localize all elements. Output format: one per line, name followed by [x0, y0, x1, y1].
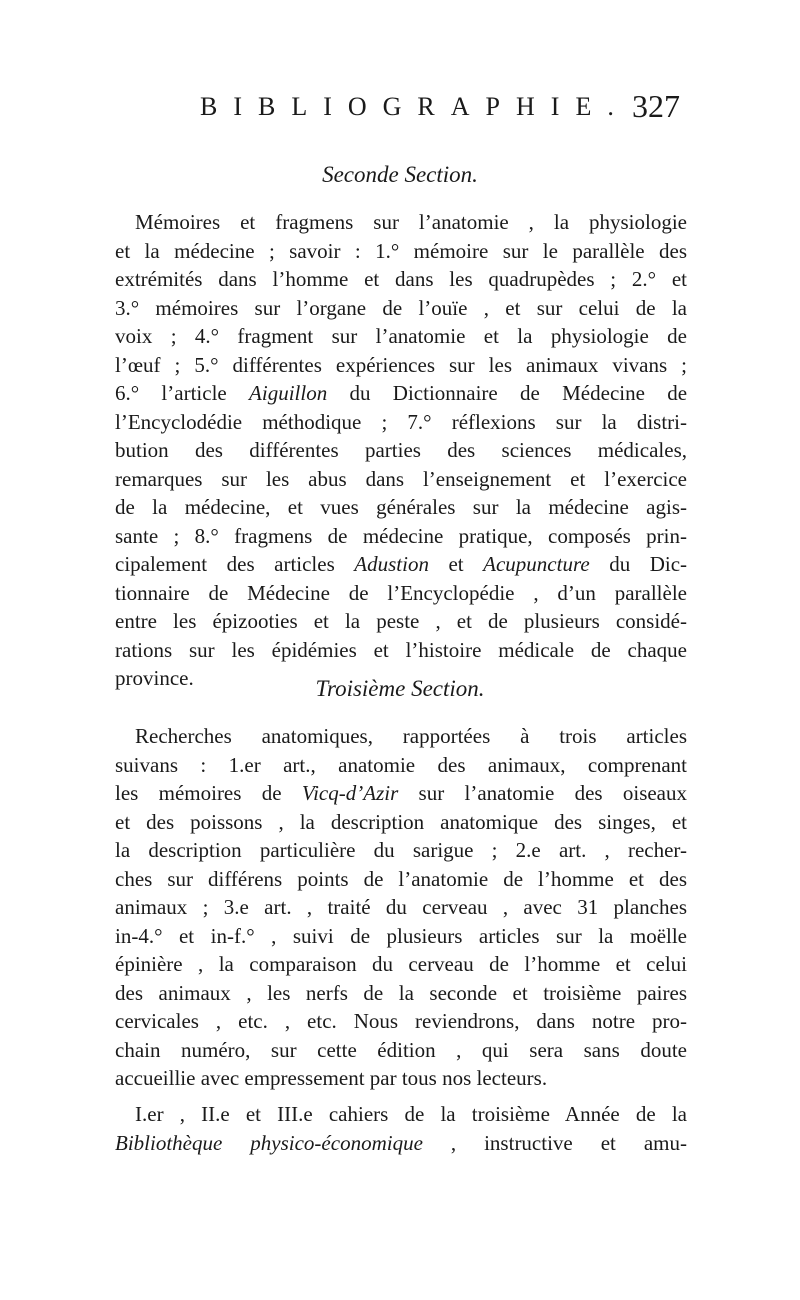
- text-line: ches sur différens points de l’anatomie de l’homme et des: [115, 866, 687, 891]
- text-line: l’Encyclodédie méthodique ; 7.° réflexions sur la distri-: [115, 409, 687, 434]
- text-line: et la médecine ; savoir : 1.° mémoire sur le parallèle des: [115, 238, 687, 263]
- text-segment: sur l’anatomie des oiseaux: [418, 781, 688, 805]
- paragraph-troisieme-section: [115, 722, 687, 1093]
- text-segment: cipalement des articles: [115, 552, 335, 576]
- text-line: accueillie avec empressement par tous nos lecteurs.: [115, 1066, 548, 1090]
- text-line: [115, 550, 687, 579]
- text-line: Recherches anatomiques, rapportées à trois articles: [135, 724, 687, 748]
- text-line: province.: [115, 666, 194, 690]
- text-line: [115, 379, 687, 408]
- italic-term: Vicq-d’Azir: [301, 781, 399, 805]
- text-line: de la médecine, et vues générales sur la médecine agis-: [115, 495, 687, 519]
- running-head: [200, 88, 680, 132]
- text-line: épinière , la comparaison du cerveau de l’homme et celui: [115, 952, 687, 976]
- text-line: [115, 1129, 687, 1158]
- text-line: Mémoires et fragmens sur l’anatomie , la physiologie: [135, 210, 687, 234]
- text-segment: du Dic-: [609, 552, 688, 576]
- text-line: bution des différentes parties des sciences médicales,: [115, 438, 687, 462]
- text-line: 3.° mémoires sur l’organe de l’ouïe , et sur celui de la: [115, 295, 687, 320]
- text-line: I.er , II.e et III.e cahiers de la troisième Année de la: [135, 1102, 687, 1126]
- italic-term: Acupuncture: [483, 552, 590, 576]
- text-line: suivans : 1.er art., anatomie des animaux, comprenant: [115, 752, 687, 777]
- text-line: remarques sur les abus dans l’enseignement et l’exercice: [115, 466, 687, 491]
- text-line: in-4.° et in-f.° , suivi de plusieurs articles sur la moëlle: [115, 923, 687, 948]
- text-segment: du Dictionnaire de Médecine de: [349, 381, 688, 405]
- text-line: la description particulière du sarigue ; 2.e art. , recher-: [115, 838, 687, 862]
- text-line: voix ; 4.° fragment sur l’anatomie et la physiologie de: [115, 324, 687, 348]
- text-line: sante ; 8.° fragmens de médecine pratique, composés prin-: [115, 523, 687, 548]
- text-line: animaux ; 3.e art. , traité du cerveau , avec 31 planches: [115, 895, 687, 919]
- italic-term: Adustion: [354, 552, 429, 576]
- paragraph-cahiers: [115, 1100, 687, 1157]
- text-line: cervicales , etc. , etc. Nous reviendrons, dans notre pro-: [115, 1009, 687, 1033]
- text-segment: 6.° l’article: [115, 381, 227, 405]
- text-line: tionnaire de Médecine de l’Encyclopédie , d’un parallèle: [115, 580, 687, 605]
- text-line: et des poissons , la description anatomique des singes, et: [115, 809, 687, 834]
- text-line: l’œuf ; 5.° différentes expériences sur les animaux vivans ;: [115, 352, 687, 377]
- text-segment: , instructive et amu-: [450, 1130, 687, 1155]
- italic-term: Bibliothèque physico-économique: [115, 1130, 423, 1155]
- text-line: rations sur les épidémies et l’histoire médicale de chaque: [115, 637, 687, 662]
- italic-term: Aiguillon: [249, 381, 328, 405]
- section-heading-seconde: Seconde Section.: [322, 162, 478, 187]
- text-line: entre les épizooties et la peste , et de plusieurs considé-: [115, 609, 687, 633]
- section-heading-troisieme: Troisième Section.: [315, 676, 485, 701]
- paragraph-seconde-section: [115, 208, 687, 693]
- running-title: BIBLIOGRAPHIE.: [200, 92, 630, 121]
- text-line: chain numéro, sur cette édition , qui sera sans doute: [115, 1037, 687, 1062]
- page-number: 327: [632, 88, 680, 124]
- text-segment: et: [448, 552, 464, 576]
- text-segment: les mémoires de: [115, 781, 282, 805]
- text-line: [115, 779, 687, 808]
- text-line: extrémités dans l’homme et dans les quadrupèdes ; 2.° et: [115, 267, 687, 291]
- text-line: des animaux , les nerfs de la seconde et troisième paires: [115, 980, 687, 1005]
